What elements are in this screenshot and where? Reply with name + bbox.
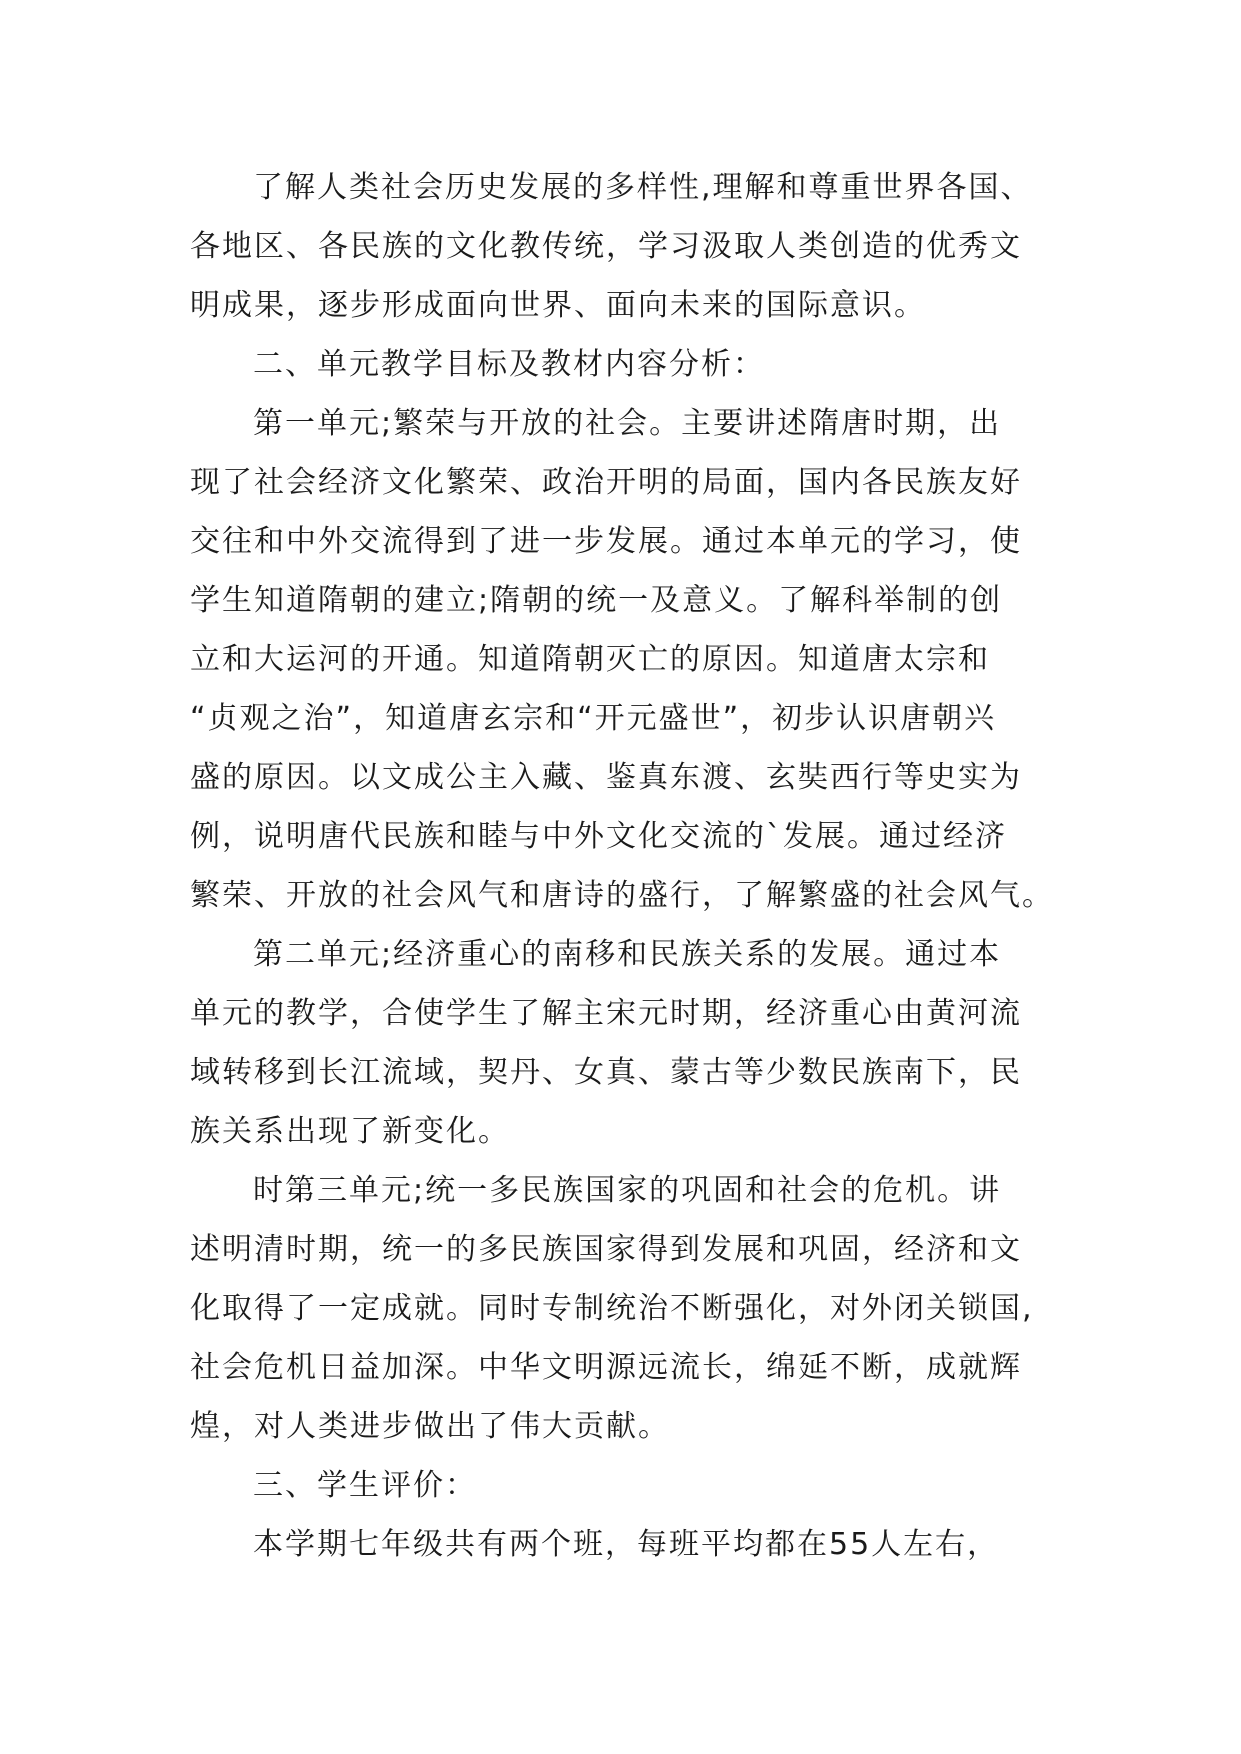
text-line: 述明清时期，统一的多民族国家得到发展和巩固，经济和文 bbox=[190, 1232, 1022, 1267]
text-line: 交往和中外交流得到了进一步发展。通过本单元的学习，使 bbox=[190, 524, 1022, 559]
document-body bbox=[190, 158, 1054, 1574]
text-line: 本学期七年级共有两个班，每班平均都在55人左右， bbox=[253, 1527, 1000, 1562]
text-line: 立和大运河的开通。知道隋朝灭亡的原因。知道唐太宗和 bbox=[190, 642, 990, 677]
text-line: 明成果，逐步形成面向世界、面向未来的国际意识。 bbox=[190, 288, 926, 323]
text-line: 单元的教学，合使学生了解主宋元时期，经济重心由黄河流 bbox=[190, 996, 1022, 1031]
text-line: 现了社会经济文化繁荣、政治开明的局面，国内各民族友好 bbox=[190, 465, 1022, 500]
text-line: 了解人类社会历史发展的多样性,理解和尊重世界各国、 bbox=[253, 170, 1033, 205]
text-line: 域转移到长江流域，契丹、女真、蒙古等少数民族南下，民 bbox=[190, 1055, 1022, 1090]
section-heading: 二、单元教学目标及教材内容分析： bbox=[253, 347, 765, 382]
text-line: 第一单元;繁荣与开放的社会。主要讲述隋唐时期，出 bbox=[253, 406, 1002, 441]
text-line: 族关系出现了新变化。 bbox=[190, 1114, 510, 1149]
text-line: 时第三单元;统一多民族国家的巩固和社会的危机。讲 bbox=[253, 1173, 1002, 1208]
text-line: 各地区、各民族的文化教传统，学习汲取人类创造的优秀文 bbox=[190, 229, 1022, 264]
text-line: “贞观之治”，知道唐玄宗和“开元盛世”，初步认识唐朝兴 bbox=[190, 701, 997, 736]
text-line: 社会危机日益加深。中华文明源远流长，绵延不断，成就辉 bbox=[190, 1350, 1022, 1385]
text-line: 繁荣、开放的社会风气和唐诗的盛行，了解繁盛的社会风气。 bbox=[190, 878, 1054, 913]
text-line: 煌，对人类进步做出了伟大贡献。 bbox=[190, 1409, 670, 1444]
text-line: 化取得了一定成就。同时专制统治不断强化，对外闭关锁国, bbox=[190, 1291, 1034, 1326]
section-heading: 三、学生评价： bbox=[253, 1468, 477, 1503]
text-line: 第二单元;经济重心的南移和民族关系的发展。通过本 bbox=[253, 937, 1002, 972]
text-line: 学生知道隋朝的建立;隋朝的统一及意义。了解科举制的创 bbox=[190, 583, 1003, 618]
text-line: 盛的原因。以文成公主入藏、鉴真东渡、玄奘西行等史实为 bbox=[190, 760, 1022, 795]
text-line: 例，说明唐代民族和睦与中外文化交流的`发展。通过经济 bbox=[190, 819, 1007, 854]
